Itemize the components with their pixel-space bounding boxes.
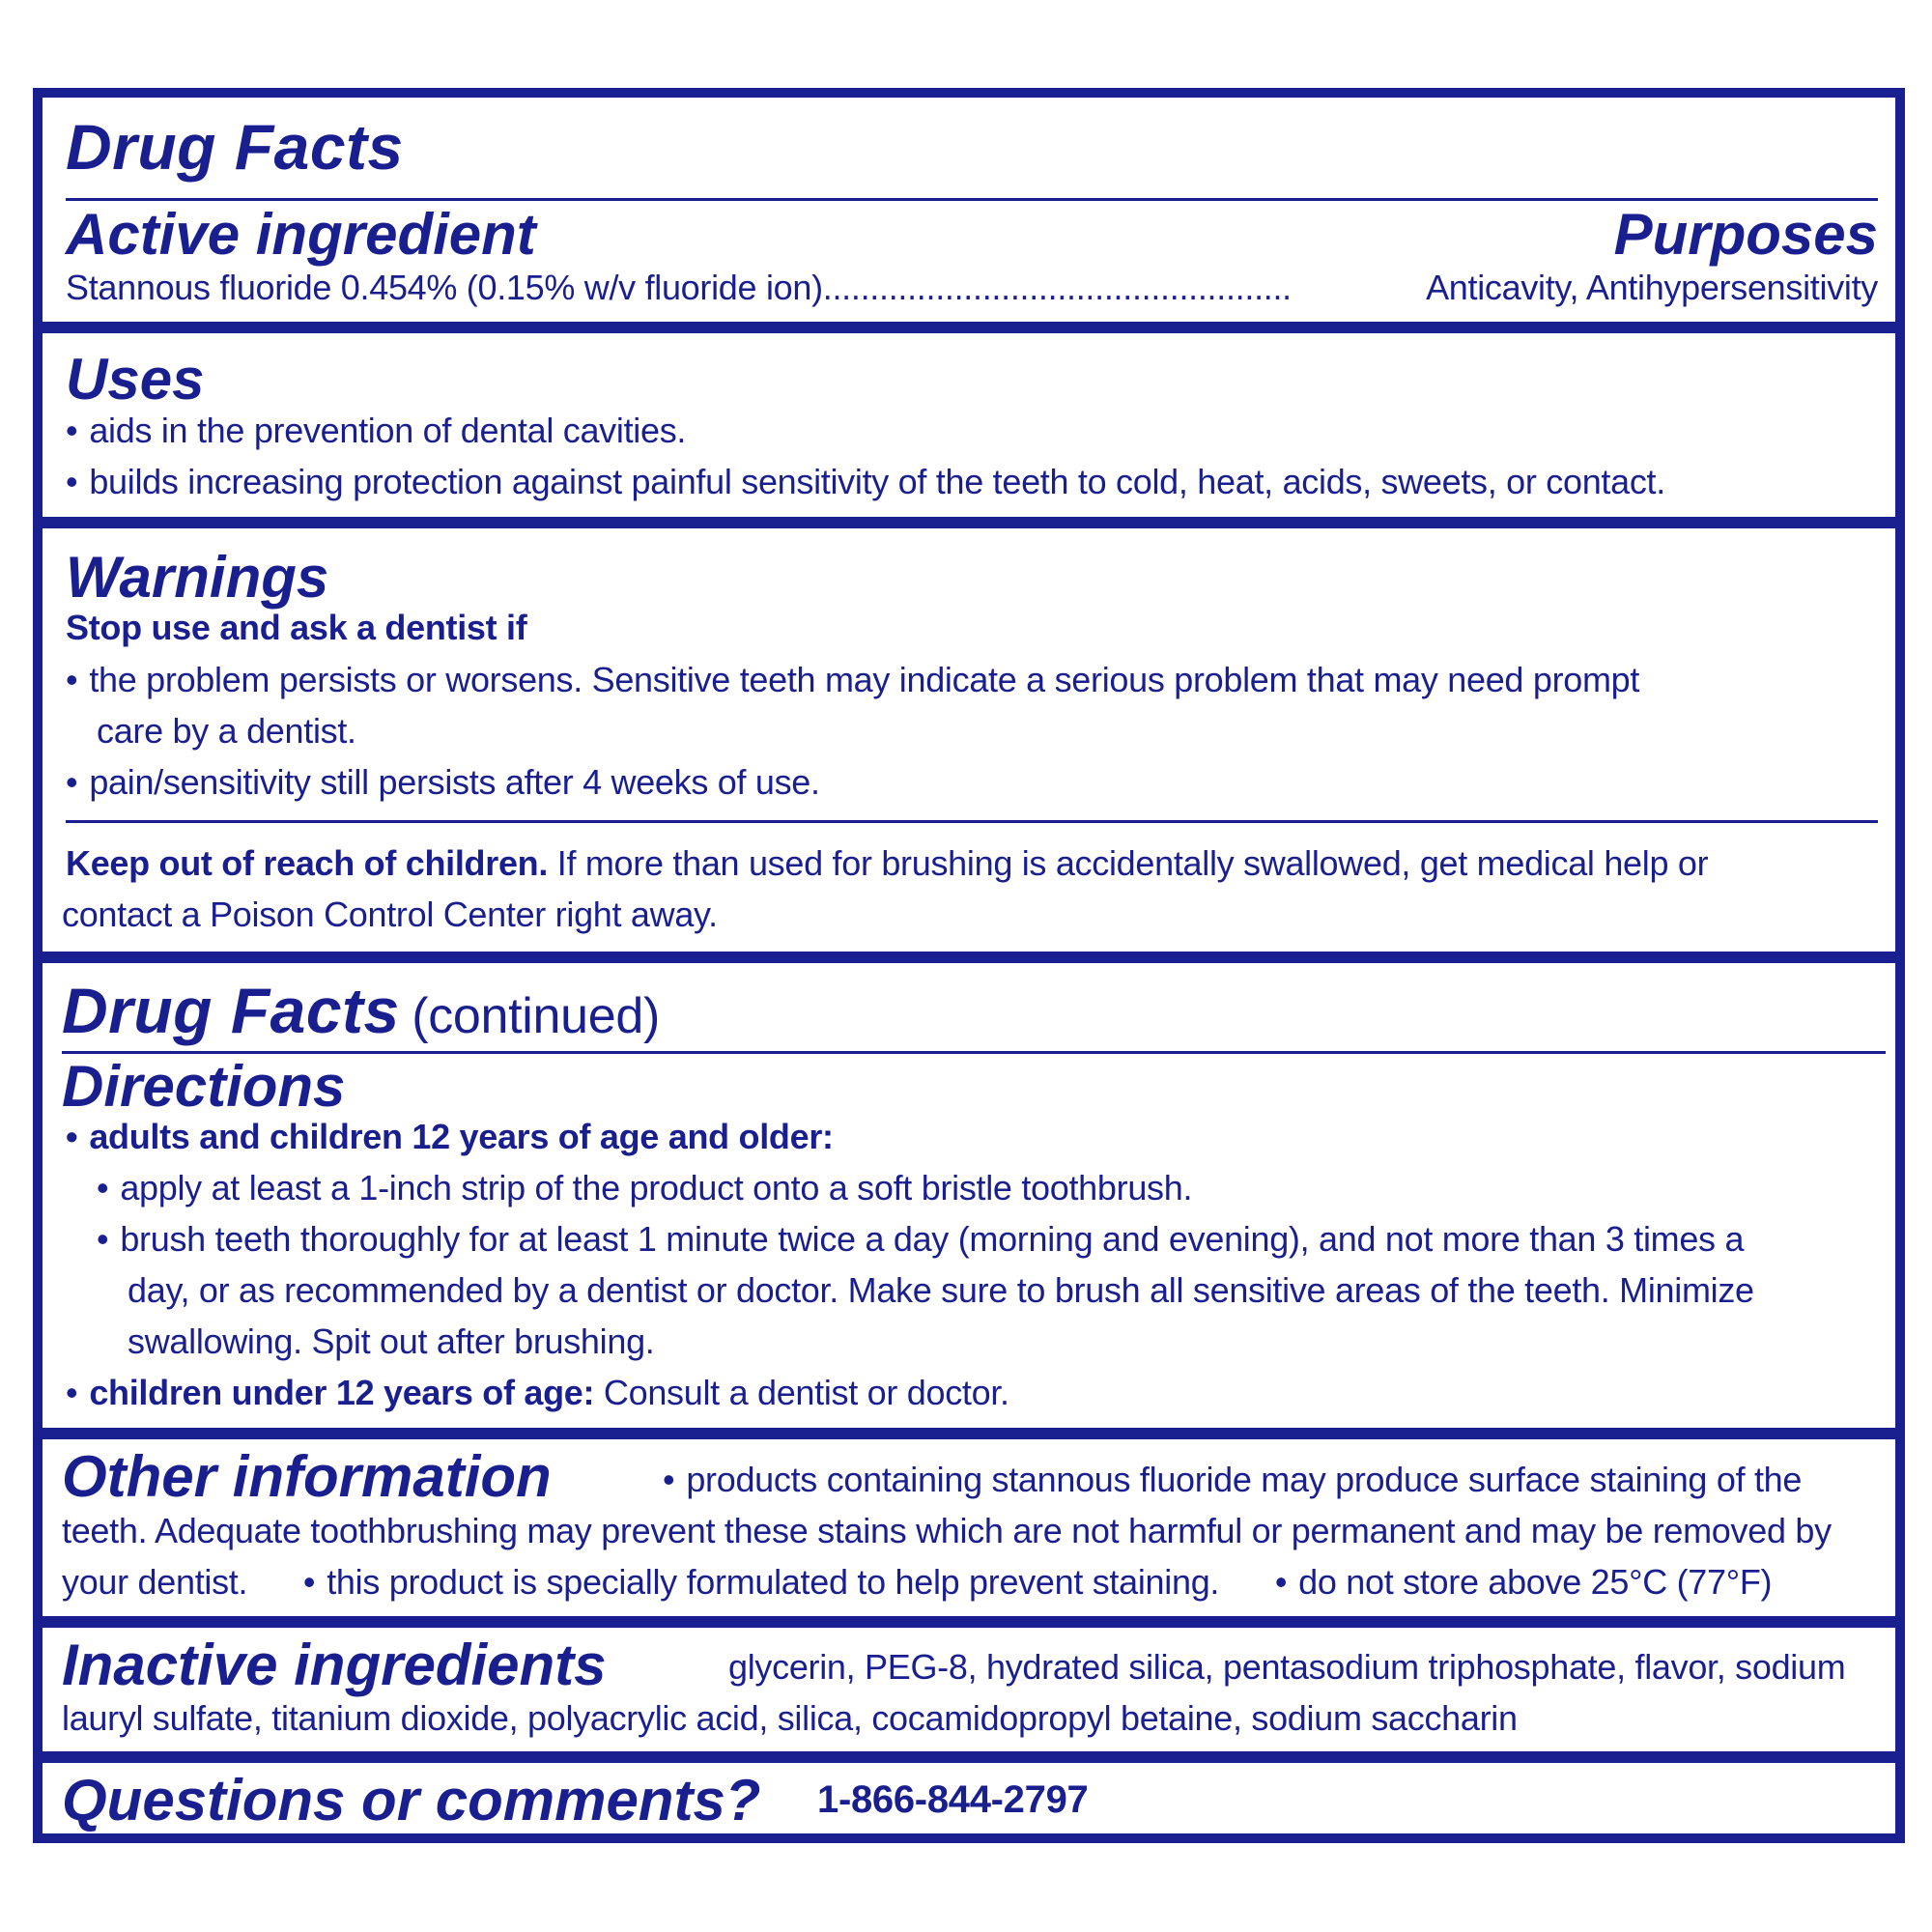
active-ingredient-line xyxy=(66,262,1292,313)
warnings-heading: Warnings xyxy=(66,545,329,610)
drug-facts-panel xyxy=(33,88,1905,1843)
section-separator xyxy=(43,1428,1895,1439)
directions-item-continued: day, or as recommended by a dentist or doctor. Make sure to brush all sensitive areas of the teeth. Minimize xyxy=(128,1270,1754,1310)
other-information-item: • do not store above 25°C (77°F) xyxy=(1275,1562,1772,1602)
section-separator xyxy=(43,952,1895,963)
section-separator xyxy=(43,517,1895,528)
ingredient-name: Stannous fluoride 0.454% (0.15% w/v fluoride ion) xyxy=(66,268,823,307)
leader-dots: .................................................. xyxy=(822,268,1292,307)
active-ingredient-heading: Active ingredient xyxy=(66,202,536,267)
uses-item: • builds increasing protection against painful sensitivity of the teeth to cold, heat, acids, sweets, or contact. xyxy=(66,456,1665,507)
drug-facts-title: Drug Facts xyxy=(66,111,404,183)
other-information-item: • this product is specially formulated to help prevent staining. xyxy=(303,1562,1219,1602)
ingredient-purpose: Anticavity, Antihypersensitivity xyxy=(1426,268,1878,307)
warnings-divider xyxy=(66,820,1878,823)
directions-children-line xyxy=(66,1367,1009,1418)
inactive-ingredients-text: glycerin, PEG-8, hydrated silica, pentasodium triphosphate, flavor, sodium xyxy=(728,1647,1846,1687)
directions-item: • brush teeth thoroughly for at least 1 minute twice a day (morning and evening), and not more than 3 times a xyxy=(97,1213,1744,1264)
inactive-ingredients-heading: Inactive ingredients xyxy=(62,1633,607,1697)
directions-heading: Directions xyxy=(62,1054,346,1119)
inactive-ingredients-text-continued: lauryl sulfate, titanium dioxide, polyacrylic acid, silica, cocamidopropyl betaine, sodium saccharin xyxy=(62,1698,1518,1738)
directions-item-continued: swallowing. Spit out after brushing. xyxy=(128,1321,655,1361)
directions-item: • apply at least a 1-inch strip of the product onto a soft bristle toothbrush. xyxy=(97,1162,1192,1213)
warning-item: • the problem persists or worsens. Sensitive teeth may indicate a serious problem that may need prompt xyxy=(66,654,1639,705)
directions-adults-label: • adults and children 12 years of age and older: xyxy=(66,1111,834,1162)
keep-out-line xyxy=(66,838,1708,889)
other-information-line xyxy=(62,1556,1772,1607)
other-information-continued: teeth. Adequate toothbrushing may prevent these stains which are not harmful or permanent and may be removed by xyxy=(62,1511,1832,1550)
other-information-heading: Other information xyxy=(62,1444,552,1509)
section-separator xyxy=(43,322,1895,333)
section-separator xyxy=(43,1751,1895,1763)
stop-use-heading: Stop use and ask a dentist if xyxy=(66,608,527,647)
uses-item: • aids in the prevention of dental cavities. xyxy=(66,405,686,456)
uses-heading: Uses xyxy=(66,347,205,412)
section-separator xyxy=(43,1616,1895,1628)
title-rule xyxy=(66,198,1878,201)
directions-children-text: Consult a dentist or doctor. xyxy=(594,1373,1009,1412)
continued-title xyxy=(62,975,661,1046)
warning-item: • pain/sensitivity still persists after 4 weeks of use. xyxy=(66,756,820,808)
keep-out-text: If more than used for brushing is accidentally swallowed, get medical help or xyxy=(548,843,1709,883)
questions-phone: 1-866-844-2797 xyxy=(817,1778,1089,1821)
directions-children-label: children under 12 years of age: xyxy=(89,1373,595,1412)
warning-item-continued: care by a dentist. xyxy=(97,711,356,751)
keep-out-line-2: contact a Poison Control Center right away. xyxy=(62,895,718,934)
keep-out-label: Keep out of reach of children. xyxy=(66,843,549,883)
purposes-heading: Purposes xyxy=(1613,202,1878,267)
continued-title-main: Drug Facts xyxy=(62,975,400,1046)
continued-suffix: (continued) xyxy=(412,988,661,1044)
other-information-text: your dentist. xyxy=(62,1562,248,1602)
questions-heading: Questions or comments? xyxy=(62,1768,761,1833)
other-information-item: • products containing stannous fluoride may produce surface staining of the xyxy=(663,1454,1802,1505)
